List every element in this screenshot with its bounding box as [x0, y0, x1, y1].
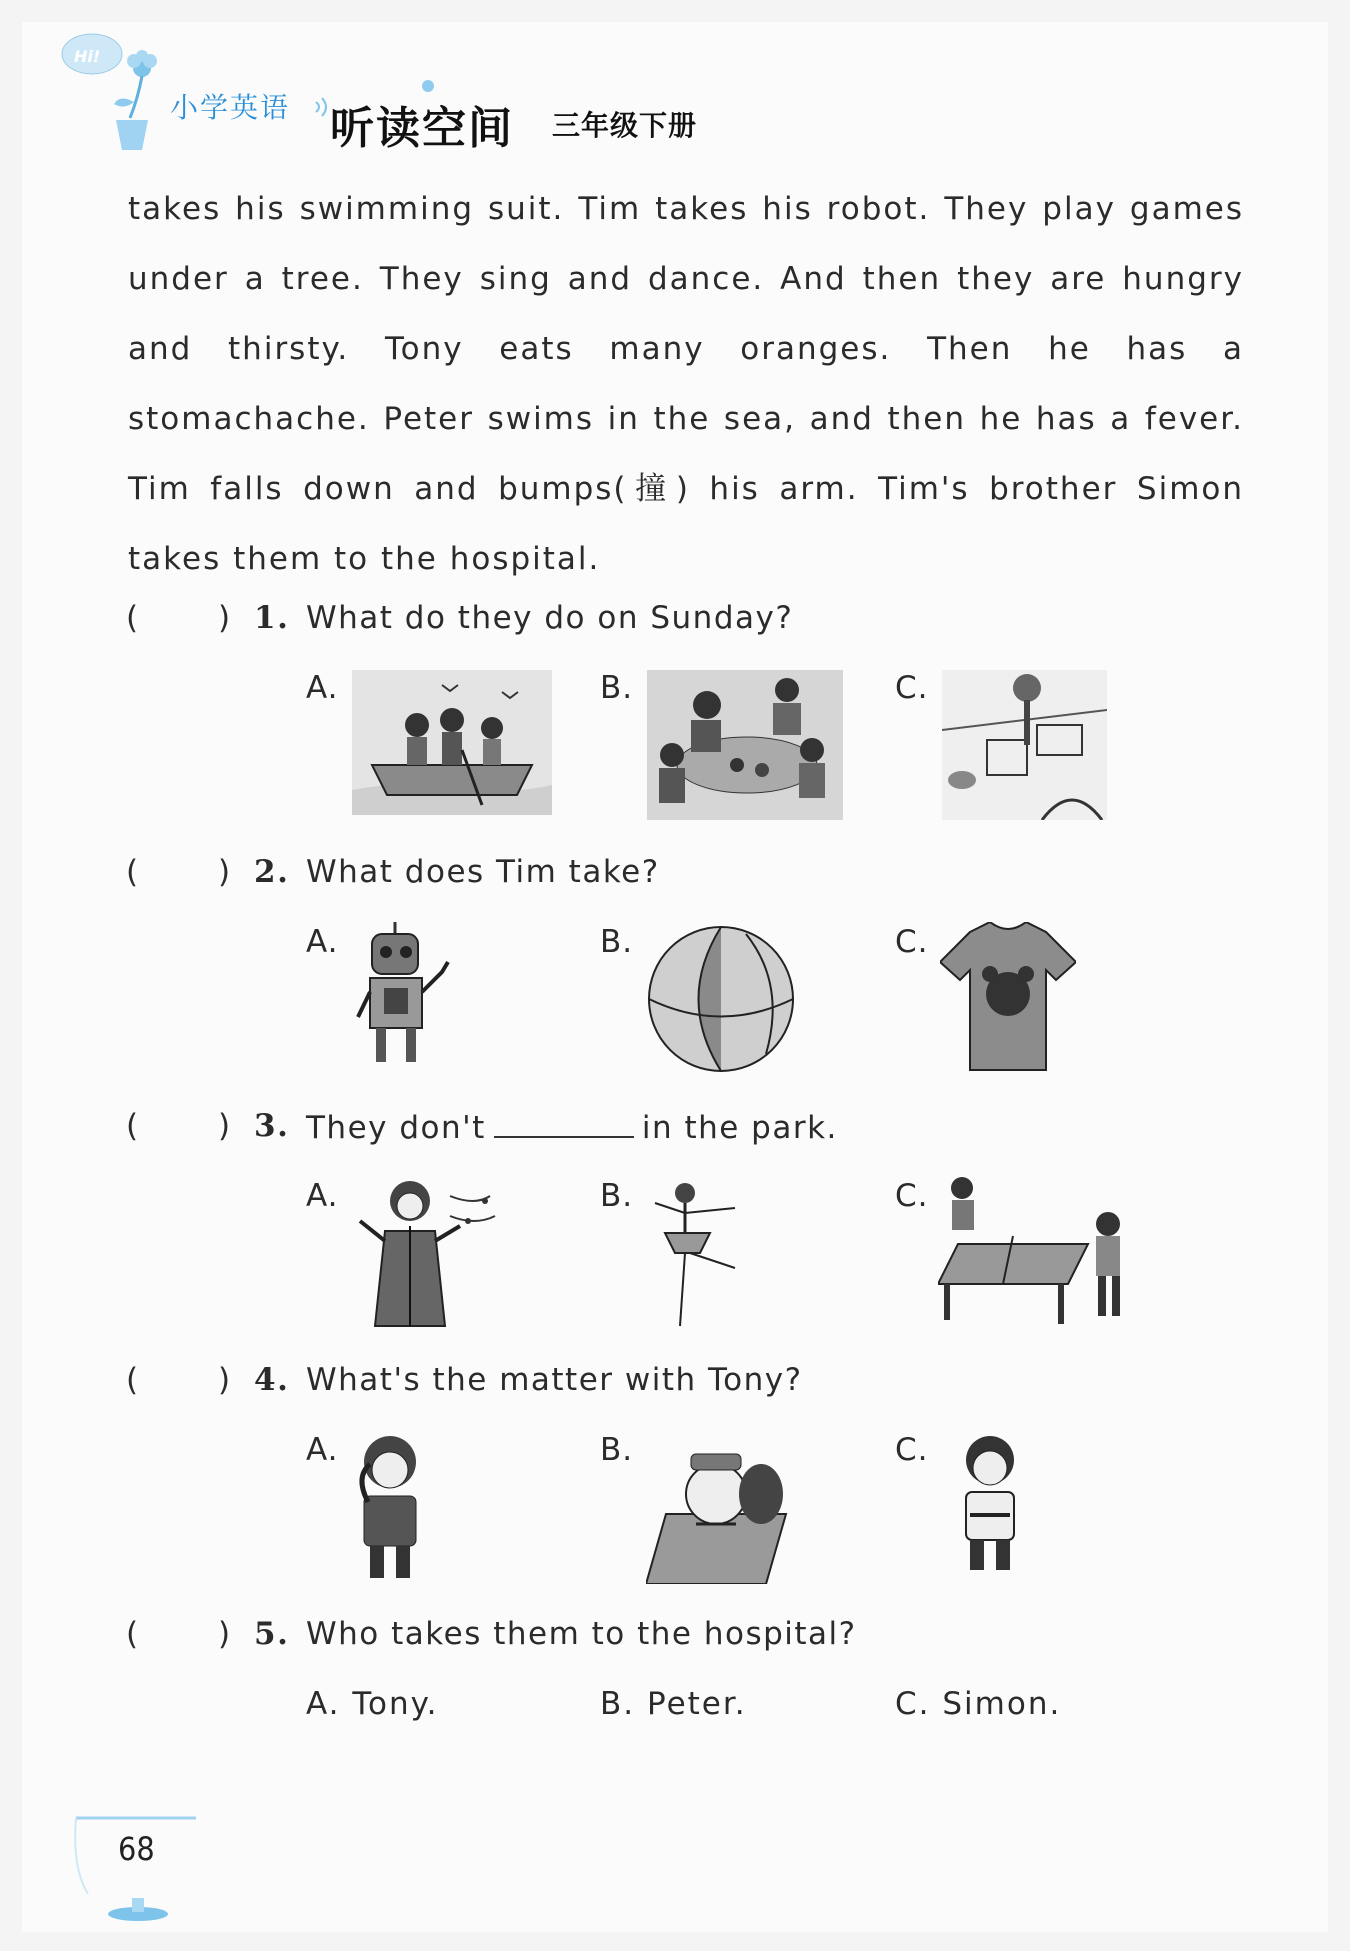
hi-badge: Hi! [74, 47, 101, 66]
fill-in-blank[interactable] [494, 1108, 634, 1138]
option-b-label: B. [600, 1178, 634, 1214]
option-b-label: B. [600, 670, 634, 706]
header [0, 0, 1350, 154]
option-a-label: A. [306, 1178, 339, 1214]
reading-passage: takes his swimming suit. Tim takes his robot. They play games under a tree. They sing and dance. And then they are hungry and thirsty. Tony eats many oranges. Then he has a stomachache. Peter swims in the sea, and then he has a fever. Tim falls down and bumps(撞) his arm. Tim's brother Simon takes them to the hospital. [128, 191, 1244, 577]
question-2 [126, 842, 1246, 902]
sparkle-icon [418, 76, 438, 96]
option-a-label: A. [306, 1432, 339, 1468]
option-c-label: C. [895, 924, 929, 960]
robot-picture[interactable] [350, 922, 470, 1072]
question-stem: What does Tim take? [306, 854, 660, 890]
series-title: 小学英语 [170, 91, 291, 124]
question-stem: What do they do on Sunday? [306, 600, 794, 636]
headache-picture[interactable] [350, 1432, 430, 1582]
answer-paren-left[interactable]: ( [126, 1108, 140, 1144]
ping-pong-picture[interactable] [938, 1174, 1138, 1330]
option-b-label: B. [600, 1432, 634, 1468]
question-1 [126, 588, 1246, 648]
answer-paren-right: ) [218, 1108, 232, 1144]
boating-picture[interactable] [352, 670, 552, 815]
question-number: 4. [254, 1362, 290, 1398]
option-a-label: A. [306, 924, 339, 960]
question-4 [126, 1350, 1246, 1410]
option-a[interactable]: A. Tony. [306, 1686, 439, 1722]
question-number: 1. [254, 600, 290, 636]
question-number: 2. [254, 854, 290, 890]
dancing-picture[interactable] [640, 1178, 750, 1330]
beach-ball-picture[interactable] [646, 924, 796, 1074]
question-stem: What's the matter with Tony? [306, 1362, 803, 1398]
option-c-label: C. [895, 670, 929, 706]
zoo-picture[interactable] [942, 670, 1107, 820]
stomachache-picture[interactable] [950, 1430, 1030, 1580]
question-number: 3. [254, 1108, 290, 1144]
answer-paren-right: ) [218, 854, 232, 890]
option-b-label: B. [600, 924, 634, 960]
fever-picture[interactable] [646, 1434, 792, 1584]
answer-paren-right: ) [218, 1616, 232, 1652]
book-title: 听读空间 [330, 103, 514, 154]
answer-paren-right: ) [218, 1362, 232, 1398]
flower-logo-icon [58, 28, 178, 153]
page-number: 68 [118, 1830, 155, 1868]
picnic-picture[interactable] [647, 670, 843, 820]
question-stem: They don't in the park. [306, 1110, 838, 1146]
answer-paren-left[interactable]: ( [126, 1362, 140, 1398]
option-b[interactable]: B. Peter. [600, 1686, 747, 1722]
answer-paren-left[interactable]: ( [126, 1616, 140, 1652]
question-3 [126, 1096, 1246, 1156]
option-c[interactable]: C. Simon. [895, 1686, 1062, 1722]
answer-paren-left[interactable]: ( [126, 600, 140, 636]
page-number-decoration-icon [68, 1808, 208, 1928]
question-number: 5. [254, 1616, 290, 1652]
option-a-label: A. [306, 670, 339, 706]
grade-label: 三年级下册 [552, 109, 698, 142]
t-shirt-picture[interactable] [940, 922, 1076, 1072]
question-stem: Who takes them to the hospital? [306, 1616, 857, 1652]
option-c-label: C. [895, 1178, 929, 1214]
singing-picture[interactable] [350, 1176, 500, 1331]
answer-paren-left[interactable]: ( [126, 854, 140, 890]
answer-paren-right: ) [218, 600, 232, 636]
option-c-label: C. [895, 1432, 929, 1468]
question-5 [126, 1604, 1246, 1664]
